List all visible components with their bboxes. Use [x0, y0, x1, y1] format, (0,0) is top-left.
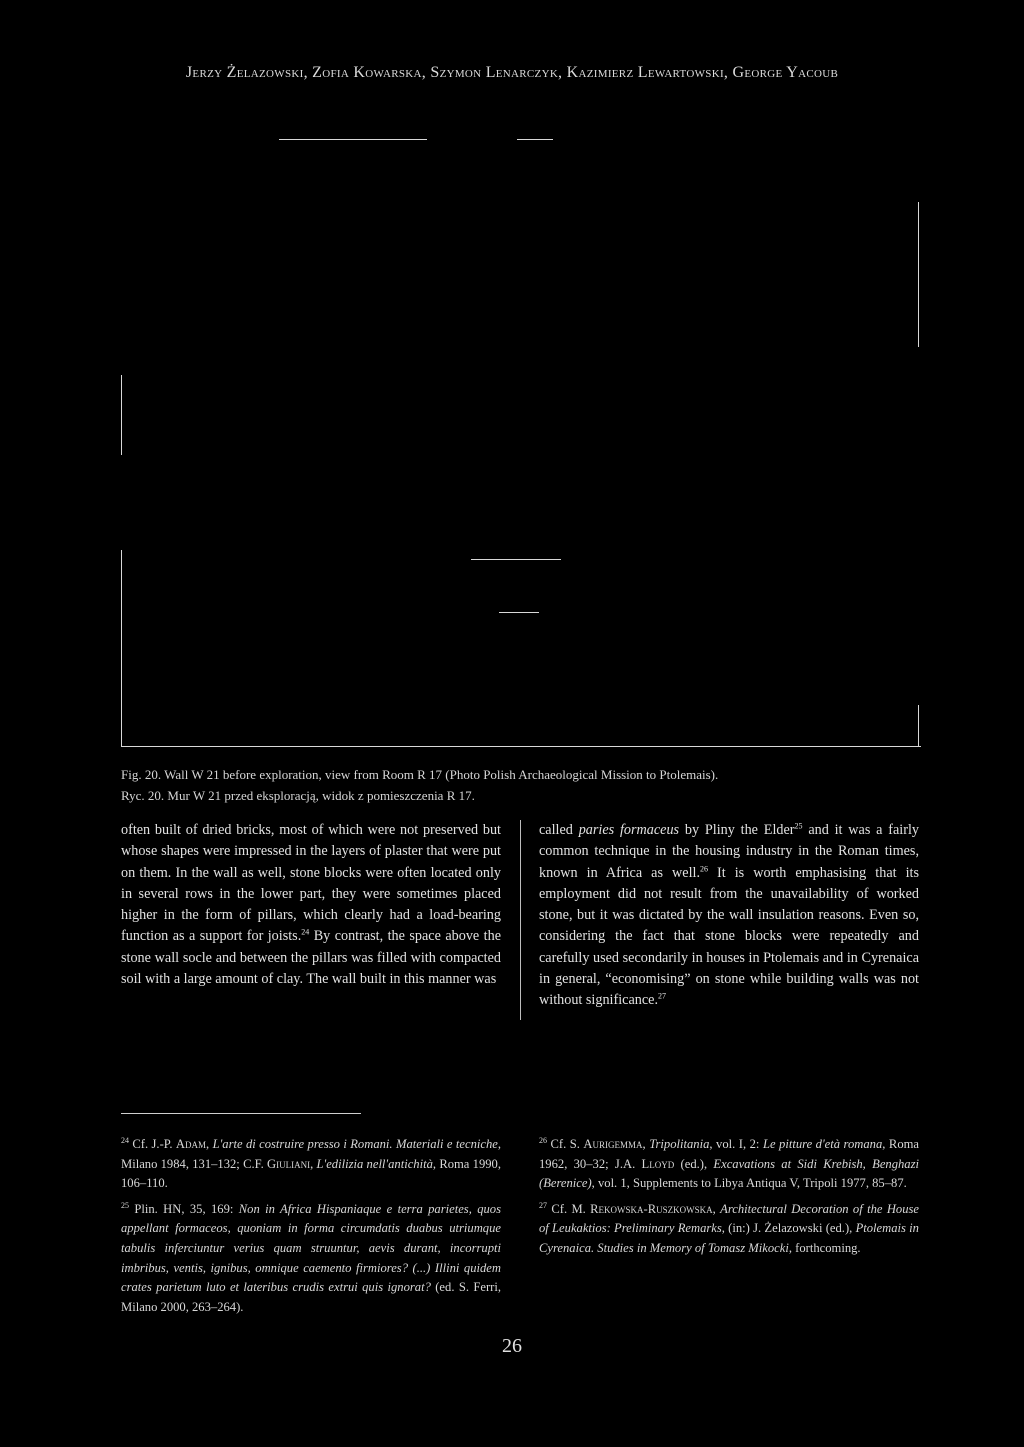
footnote-26: $^{26}$ Cf. S. Aurigemma, Tripolitania, vol. I, 2: Le pitture d'età romana, Roma 1962, 30–32; J.A. Lloyd (ed.), Excavations at Sidi Krebish, Benghazi (Berenice), vol. 1, Supplements to Libya Antiqua V, Tripoli 1977, 85–87.: [539, 1135, 920, 1191]
body-column-left: [121, 820, 501, 990]
body-text: By contrast, the space above the stone wall socle and between the pillars was filled with compacted soil with a large amount of clay. The wall built in this manner was: [121, 928, 501, 988]
footnotes-right: [539, 1135, 919, 1265]
page-number: 26: [502, 1335, 522, 1357]
footnote-27: $^{27}$ Cf. M. Rekowska-Ruszkowska, Architectural Decoration of the House of Leukaktios: Preliminary Remarks, (in:) J. Żelazowski (ed.), Ptolemais in Cyrenaica. Studies in Memory of Tomasz Mikocki, forthcoming.: [539, 1200, 919, 1255]
photo-artifact-line: [121, 375, 122, 455]
latin-term: paries formaceus: [578, 822, 680, 838]
footnote-rule: [121, 1113, 361, 1114]
footnotes-left: [121, 1135, 501, 1323]
photo-bottom-edge: [121, 746, 921, 747]
photo-artifact-line: [918, 705, 919, 746]
body-text: called: [539, 822, 579, 838]
running-header: Jerzy Żelazowski, Zofia Kowarska, Szymon Lenarczyk, Kazimierz Lewartowski, George Yacoub: [185, 64, 839, 81]
photo-artifact-line: [918, 202, 919, 347]
footnote-25: $^{25}$ Plin. HN, 35, 169: Non in Africa Hispaniaque e terra parietes, quos appellant formaceos, quoniam in forma circumdatis duabus utriumque tabulis inferciuntur verius quam struuntur, aevis durant, incorrupti imbribus, ventis, ignibus, omnique caemento firmiores? (...) Illini quidem crates parietum luto et lateribus crudis extrui quis ignorat? (ed. S. Ferri, Milano 2000, 263–264).: [121, 1200, 501, 1314]
footnote-ref: 27: [658, 991, 666, 1001]
footnote-24: $^{24}$ Cf. J.-P. Adam, L'arte di costruire presso i Romani. Materiali e tecniche, Milano 1984, 131–132; C.F. Giuliani, L'edilizia nell'antichità, Roma 1990, 106–110.: [121, 1135, 502, 1191]
photo-artifact-line: [121, 550, 122, 746]
photo-artifact-line: [499, 612, 539, 613]
photo-artifact-line: [517, 139, 553, 140]
figure-caption-en: Fig. 20. Wall W 21 before exploration, view from Room R 17 (Photo Polish Archaeological Mission to Ptolemais).: [121, 767, 719, 782]
body-text: often built of dried bricks, most of which were not preserved but whose shapes were impressed in the layers of plaster that were put on them. In the wall as well, stone blocks were often located only in several rows in the lower part, they were sometimes placed higher in the form of pillars, which clearly had a load-bearing function as a support for joists.: [121, 822, 501, 945]
body-column-right: [539, 820, 919, 1012]
photo-artifact-line: [279, 139, 427, 140]
figure-caption-pl: Ryc. 20. Mur W 21 przed eksploracją, widok z pomieszczenia R 17.: [121, 788, 475, 803]
column-divider: [520, 820, 521, 1020]
footnote-ref: 26: [700, 863, 708, 873]
footnote-ref: 25: [794, 821, 803, 831]
body-text: and it was a fairly common technique in the housing industry in the Roman times, known in Africa as well.: [539, 822, 920, 881]
body-text: It is worth emphasising that its employment did not result from the unavailability of worked stone, but it was dictated by the wall insulation reasons. Even so, considering the fact that stone blocks were repeatedly and carefully used secondarily in houses in Ptolemais and in Cyrenaica in general, “economising” on stone while building walls was not without significance.: [539, 864, 919, 1009]
body-text: by Pliny the Elder: [679, 822, 795, 838]
photo-artifact-line: [471, 559, 561, 560]
footnote-ref: 24: [301, 927, 310, 937]
figure-photo: [121, 130, 921, 747]
